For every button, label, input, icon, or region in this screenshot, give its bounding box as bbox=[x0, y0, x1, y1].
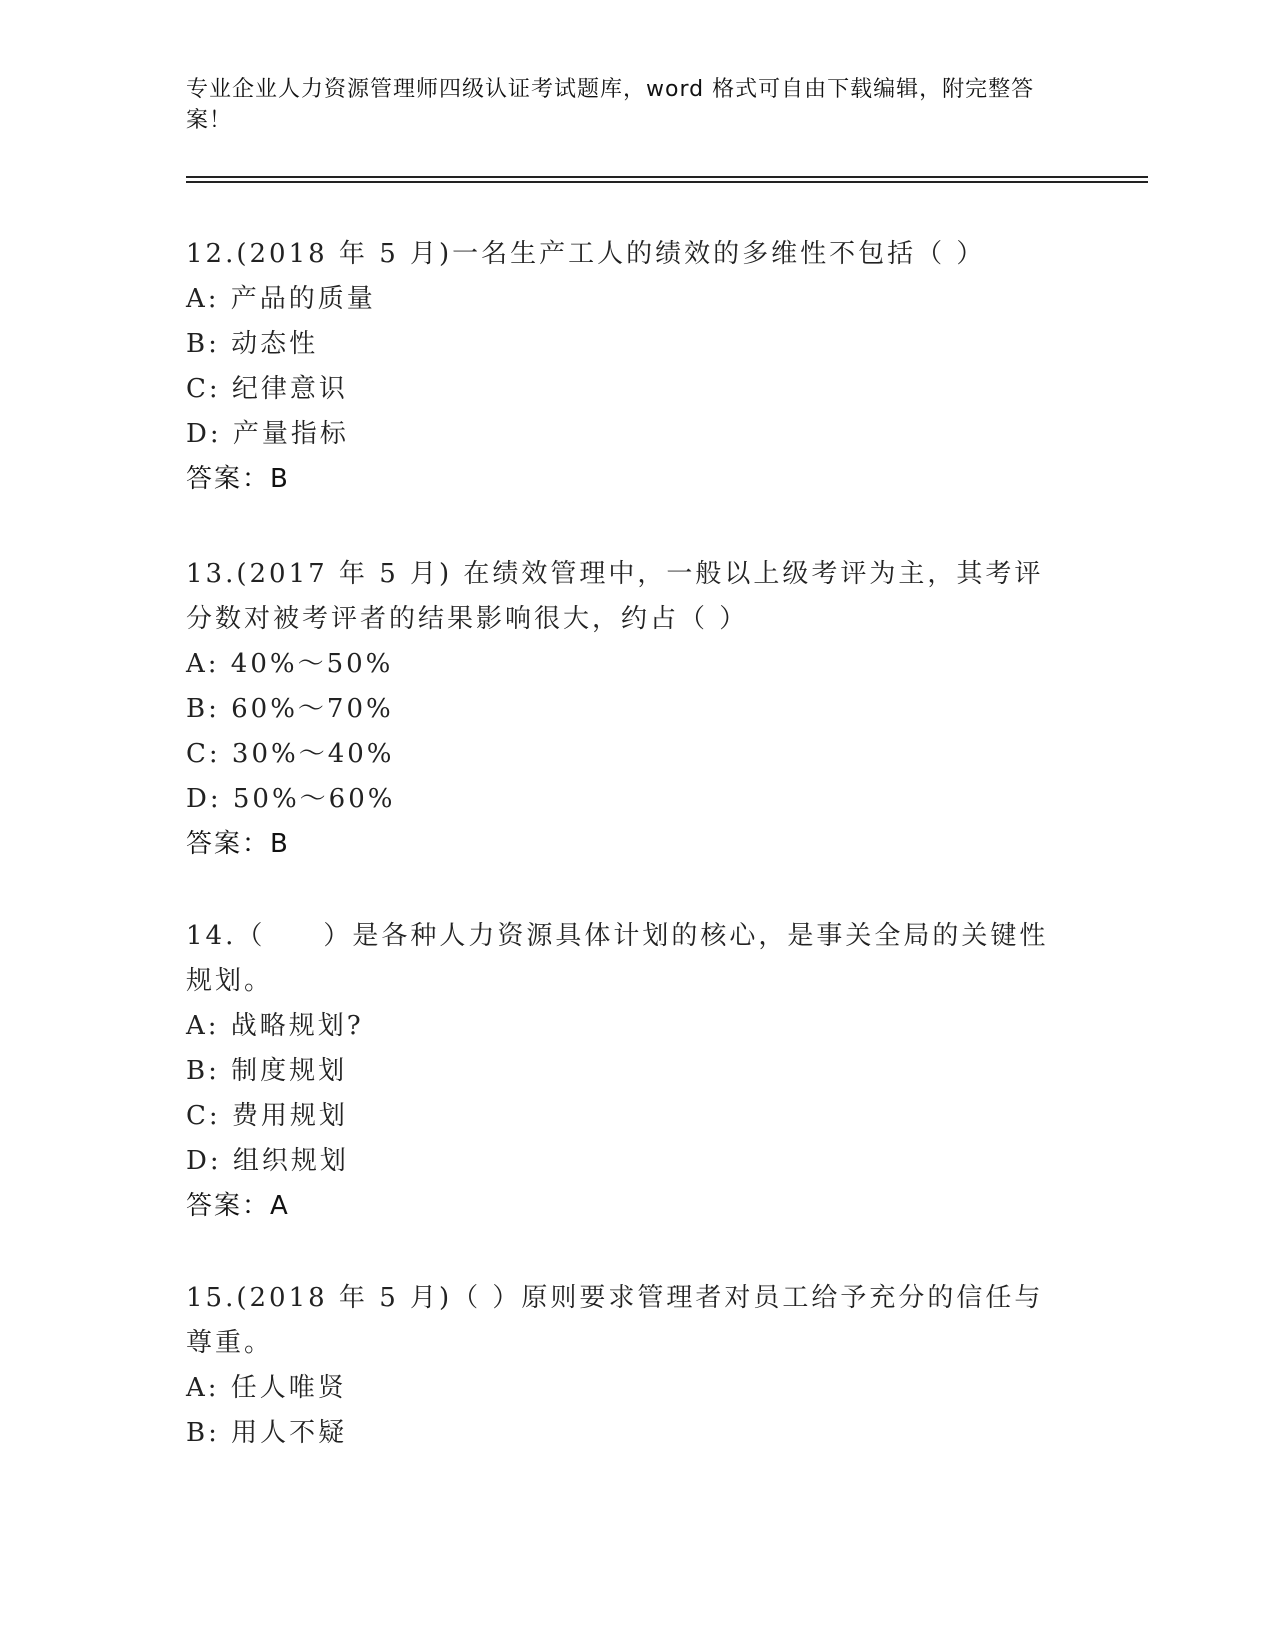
answer-line: 答案：B bbox=[186, 829, 290, 859]
option-d: D: 组织规划 bbox=[186, 1146, 349, 1176]
option-b: B: 制度规划 bbox=[186, 1056, 348, 1086]
option-c: C: 30%～40% bbox=[186, 739, 395, 769]
answer-line: 答案：A bbox=[186, 1191, 290, 1221]
question-stem: 15.(2018 年 5 月)（ ）原则要求管理者对员工给予充分的信任与尊重。 bbox=[186, 1283, 1044, 1358]
header-divider-bottom bbox=[186, 181, 1148, 183]
question-stem: 13.(2017 年 5 月) 在绩效管理中，一般以上级考评为主，其考评分数对被考评者的结果影响很大，约占（ ） bbox=[186, 559, 1044, 634]
option-a: A: 产品的质量 bbox=[186, 284, 376, 314]
option-c: C: 纪律意识 bbox=[186, 374, 348, 404]
option-d: D: 产量指标 bbox=[186, 419, 349, 449]
option-a: A: 任人唯贤 bbox=[186, 1373, 347, 1403]
option-d: D: 50%～60% bbox=[186, 784, 396, 814]
question-stem: 14.（ ）是各种人力资源具体计划的核心，是事关全局的关键性规划。 bbox=[186, 921, 1049, 996]
answer-line: 答案：B bbox=[186, 464, 290, 494]
header-divider-top bbox=[186, 176, 1148, 178]
option-b: B: 60%～70% bbox=[186, 694, 394, 724]
question-12 bbox=[186, 232, 1066, 502]
option-a: A: 40%～50% bbox=[186, 649, 394, 679]
document-header: 专业企业人力资源管理师四级认证考试题库，word 格式可自由下载编辑，附完整答案！ bbox=[186, 77, 1035, 133]
question-15 bbox=[186, 1276, 1066, 1456]
option-b: B: 动态性 bbox=[186, 329, 319, 359]
option-b: B: 用人不疑 bbox=[186, 1418, 348, 1448]
question-13 bbox=[186, 552, 1066, 867]
question-stem: 12.(2018 年 5 月)一名生产工人的绩效的多维性不包括（ ） bbox=[186, 239, 986, 269]
option-a: A: 战略规划? bbox=[186, 1011, 364, 1041]
question-14 bbox=[186, 914, 1066, 1229]
option-c: C: 费用规划 bbox=[186, 1101, 348, 1131]
